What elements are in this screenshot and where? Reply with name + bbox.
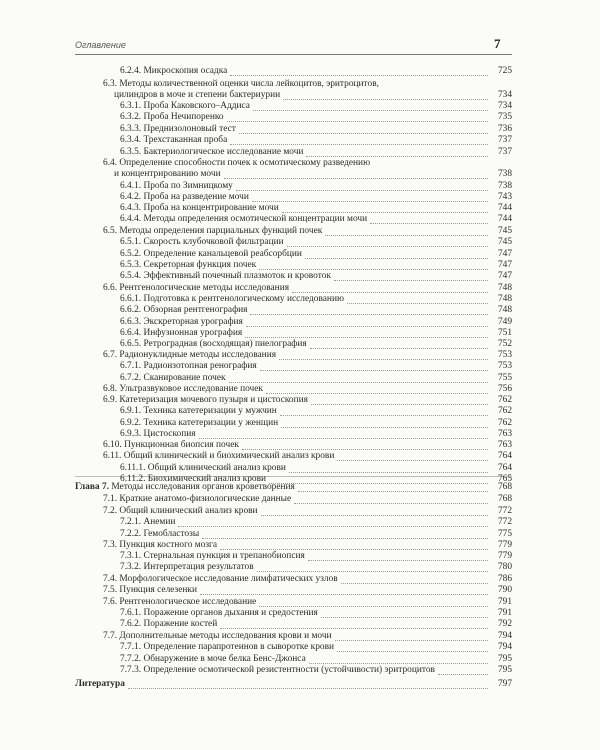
toc-entry-text: 6.11. Общий клинический и биохимический анализ крови [103, 451, 335, 461]
toc-entry-page: 752 [497, 339, 512, 349]
toc-entry-text: 6.7.1. Радиоизотопная ренография [120, 361, 257, 371]
toc-entry-text: 6.6.3. Экскреторная урография [120, 317, 243, 327]
toc-entry-page: 790 [497, 585, 512, 595]
toc-entry-title [103, 585, 197, 596]
toc-entry-page: 738 [497, 181, 512, 191]
toc-entry-title [120, 305, 247, 316]
toc-entry-text: цилиндров в моче и степени бактериурии [114, 90, 281, 100]
toc-entry-text: 6.2.4. Микроскопия осадка [120, 66, 228, 76]
toc-entry [0, 66, 600, 77]
toc-entry-text: 7.7.3. Определение осмотической резистентности (устойчивости) эритроцитов [120, 665, 435, 675]
toc-entry-page: 747 [497, 271, 512, 281]
leader-dots [337, 449, 488, 461]
toc-entry-text: 7.1. Краткие анатомо-физиологические данные [103, 494, 292, 504]
toc-entry-title [75, 482, 295, 493]
toc-entry-title [120, 66, 227, 77]
toc-entry-text: 6.9.1. Техника катетеризации у мужчин [120, 406, 277, 416]
toc-entry-text: Методы исследования органов кроветворения [111, 482, 295, 492]
toc-entry-page: 762 [497, 395, 512, 405]
toc-entry-text: 7.2.2. Гемобластозы [120, 529, 200, 539]
toc-entry-title [120, 328, 242, 339]
toc-entry [0, 679, 600, 690]
toc-entry-page: 753 [497, 350, 512, 360]
toc-entry [0, 135, 600, 146]
toc-entry-page: 751 [497, 328, 512, 338]
toc-entry-text: 7.3. Пункция костного мозга [103, 540, 218, 550]
toc-entry-title [120, 517, 175, 528]
toc-entry-text: 6.5.3. Секреторная функция почек [120, 260, 257, 270]
toc-entry-page: 735 [497, 112, 512, 122]
toc-entry-text: 7.2.1. Анемии [120, 517, 176, 527]
toc-entry-page: 736 [497, 124, 512, 134]
toc-entry [0, 283, 600, 294]
toc-entry [0, 631, 600, 642]
toc-entry-text: 6.6. Рентгенологические методы исследования [103, 283, 290, 293]
leader-dots [224, 167, 488, 179]
toc-entry-page: 786 [497, 574, 512, 584]
chapter-label: Глава 7. [75, 482, 109, 492]
toc-entry-page: 795 [497, 665, 512, 675]
toc-entry-page: 768 [497, 494, 512, 504]
toc-entry-page: 792 [497, 619, 512, 629]
toc-entry [0, 203, 600, 214]
toc-entry-title [114, 169, 221, 180]
leader-dots [250, 303, 488, 315]
toc-entry-page: 763 [497, 429, 512, 439]
toc-entry-page: 775 [497, 529, 512, 539]
toc-entry-page: 738 [497, 169, 512, 179]
leader-dots [227, 110, 488, 122]
toc-entry-text: 6.4.1. Проба по Зимницкому [120, 181, 233, 191]
leader-dots [220, 617, 488, 629]
toc-entry-page: 764 [497, 463, 512, 473]
toc-entry [0, 384, 600, 395]
toc-entry-text: 6.6.5. Ретроградная (восходящая) пиелография [120, 339, 307, 349]
leader-dots [337, 640, 488, 652]
toc-entry-text: 6.9.3. Цистоскопия [120, 429, 196, 439]
toc-entry-text: 6.7. Радионуклидные методы исследования [103, 350, 277, 360]
toc-entry-page: 755 [497, 373, 512, 383]
toc-entry-page: 748 [497, 294, 512, 304]
toc-entry [0, 328, 600, 339]
toc-entry-text: 7.6.1. Поражение органов дыхания и средостения [120, 608, 318, 618]
toc-entry-title [120, 529, 199, 540]
toc-entry-title [103, 631, 332, 642]
toc-entry-text: 7.3.2. Интерпретация результатов [120, 562, 254, 572]
toc-entry-text: 7.6. Рентгенологическое исследование [103, 597, 257, 607]
leader-dots [370, 212, 488, 224]
toc-entry-text: 6.5.2. Определение канальцевой реабсорбции [120, 249, 302, 259]
leader-dots [128, 677, 488, 689]
toc-entry-page: 762 [497, 418, 512, 428]
toc-entry-text: 6.8. Ультразвуковое исследование почек [103, 384, 263, 394]
toc-entry-page: 768 [497, 482, 512, 492]
toc-entry-page: 745 [497, 237, 512, 247]
toc-entry-title [120, 112, 224, 123]
toc-entry-text: 6.11.2. Биохимический анализ крови [120, 474, 267, 484]
toc-entry-title [75, 679, 125, 690]
toc-entry-title [120, 124, 236, 135]
toc-entry-title [120, 373, 226, 384]
toc-entry-text: 7.7.1. Определение парапротеинов в сыворотке крови [120, 642, 335, 652]
leader-dots [287, 235, 488, 247]
toc-entry-text: 6.9. Катетеризация мочевого пузыря и цистоскопия [103, 395, 308, 405]
toc-entry [0, 540, 600, 551]
toc-entry-page: 734 [497, 90, 512, 100]
toc-entry-title [120, 181, 233, 192]
toc-entry-page: 744 [497, 214, 512, 224]
toc-entry-text: 6.10. Пункционная биопсия почек [103, 440, 239, 450]
toc-entry-text: 6.11.1. Общий клинический анализ крови [120, 463, 286, 473]
leader-dots [298, 480, 488, 492]
toc-entry-text: 6.3.4. Трехстаканная проба [120, 135, 228, 145]
toc-entry-page: 743 [497, 192, 512, 202]
toc-entry-text: 6.5. Методы определения парциальных функций почек [103, 226, 323, 236]
leader-dots [438, 663, 488, 675]
toc-entry-text: Литература [75, 679, 125, 689]
leader-dots [260, 359, 488, 371]
toc-entry [0, 147, 600, 158]
toc-entry-page: 794 [497, 642, 512, 652]
leader-dots [230, 133, 488, 145]
toc-entry-page: 725 [497, 66, 512, 76]
toc-entry-text: 6.4. Определение способности почек к осмотическому разведению [103, 158, 371, 168]
toc-entry-title [120, 135, 227, 146]
toc-entry-text: 6.3.3. Преднизолоновый тест [120, 124, 236, 134]
toc-entry [0, 562, 600, 573]
toc-entry [0, 260, 600, 271]
toc-entry-page: 779 [497, 551, 512, 561]
toc-entry-page: 763 [497, 440, 512, 450]
toc-entry-title [120, 665, 435, 676]
toc-entry-page: 797 [497, 679, 512, 689]
toc-entry-page: 764 [497, 451, 512, 461]
leader-dots [257, 560, 488, 572]
toc-entry [0, 654, 600, 665]
leader-dots [306, 145, 488, 157]
toc-entry-page: 791 [497, 608, 512, 618]
toc-entry-text: 6.7.2. Сканирование почек [120, 373, 226, 383]
toc-entry-text: 6.3.5. Бактериологическое исследование мочи [120, 147, 304, 157]
leader-dots [294, 492, 488, 504]
toc-entry-title [120, 654, 306, 665]
toc-entry-page: 747 [497, 249, 512, 259]
toc-entry-title [103, 283, 289, 294]
toc-entry-title [120, 463, 286, 474]
toc-entry-text: 7.3.1. Стернальная пункция и трепанобиопсия [120, 551, 305, 561]
toc-entry-page: 745 [497, 226, 512, 236]
toc-entry-page: 791 [497, 597, 512, 607]
toc-entry-page: 748 [497, 305, 512, 315]
running-head: Оглавление [75, 40, 126, 50]
toc-entry-text: 7.6.2. Поражение костей [120, 619, 218, 629]
toc-entry-page: 749 [497, 317, 512, 327]
toc-entry-page: 779 [497, 540, 512, 550]
leader-dots [230, 64, 488, 76]
leader-dots [334, 269, 488, 281]
toc-entry-title [120, 429, 196, 440]
toc-entry-text: 6.3.2. Проба Нечипоренко [120, 112, 224, 122]
toc-entry-page: 780 [497, 562, 512, 572]
toc-entry-title [120, 203, 279, 214]
toc-entry-text: 6.5.1. Скорость клубочковой фильтрации [120, 237, 284, 247]
toc-entry-title [120, 619, 217, 630]
toc-entry-page: 794 [497, 631, 512, 641]
toc-entry [0, 619, 600, 630]
toc-entry-title [103, 597, 256, 608]
toc-entry [0, 597, 600, 608]
toc-entry-text: 7.5. Пункция селезенки [103, 585, 197, 595]
toc-entry-text: 7.7.2. Обнаружение в моче белка Бенс-Джонса [120, 654, 306, 664]
toc-entry [0, 237, 600, 248]
toc-entry-text: 6.4.3. Проба на концентрирование мочи [120, 203, 279, 213]
toc-entry-text: 6.5.4. Эффективный почечный плазмоток и кровоток [120, 271, 331, 281]
toc-entry [0, 214, 600, 225]
leader-dots [178, 515, 488, 527]
toc-entry-text: 6.9.2. Техника катетеризации у женщин [120, 418, 279, 428]
leader-dots [200, 583, 488, 595]
toc-entry-text: 6.3. Методы количественной оценки числа лейкоцитов, эритроцитов, [103, 79, 379, 89]
toc-entry [0, 665, 600, 676]
toc-entry-page: 734 [497, 101, 512, 111]
toc-entry-title [120, 642, 334, 653]
toc-entry [0, 440, 600, 451]
toc-entry-title [103, 384, 263, 395]
toc-entry-page: 737 [497, 147, 512, 157]
toc-entry-page: 765 [497, 474, 512, 484]
toc-entry-page: 772 [497, 506, 512, 516]
toc-entry-text: 7.7. Дополнительные методы исследования крови и мочи [103, 631, 332, 641]
toc-entry-title [120, 562, 254, 573]
toc-entry-page: 744 [497, 203, 512, 213]
toc-entry-title [120, 317, 243, 328]
toc-entry-page: 753 [497, 361, 512, 371]
toc-entry-title [103, 395, 308, 406]
toc-entry [0, 642, 600, 653]
toc-entry-page: 756 [497, 384, 512, 394]
toc-entry-title [120, 406, 277, 417]
toc-entry-text: 6.6.2. Обзорная рентгенография [120, 305, 248, 315]
toc-entry-title [120, 237, 284, 248]
toc-entry-text: 6.6.4. Инфузионная урография [120, 328, 243, 338]
toc-entry-text: 7.4. Морфологическое исследование лимфатических узлов [103, 574, 338, 584]
toc-entry-title [120, 192, 249, 203]
toc-entry-title [120, 260, 256, 271]
toc-entry-text: 6.6.1. Подготовка к рентгенологическому исследованию [120, 294, 344, 304]
toc-entry-text: 7.2. Общий клинический анализ крови [103, 506, 258, 516]
toc-entry-title [103, 440, 239, 451]
toc-entry-page: 747 [497, 260, 512, 270]
toc-entry-title [120, 147, 303, 158]
toc-entry-title [103, 350, 276, 361]
leader-dots [280, 404, 488, 416]
toc-entry-page: 737 [497, 135, 512, 145]
toc-entry-title [103, 540, 217, 551]
toc-entry-page: 795 [497, 654, 512, 664]
page-number: 7 [494, 36, 501, 51]
toc-entry-text: 6.3.1. Проба Каковского–Аддиса [120, 101, 250, 111]
toc-entry-text: и концентрированию мочи [114, 169, 221, 179]
toc-entry-text: 6.4.4. Методы определения осмотической концентрации мочи [120, 214, 368, 224]
toc-entry-page: 772 [497, 517, 512, 527]
toc-entry-page: 762 [497, 406, 512, 416]
toc-entry-page: 748 [497, 283, 512, 293]
toc-entry-text: 6.4.2. Проба на разведение мочи [120, 192, 249, 202]
